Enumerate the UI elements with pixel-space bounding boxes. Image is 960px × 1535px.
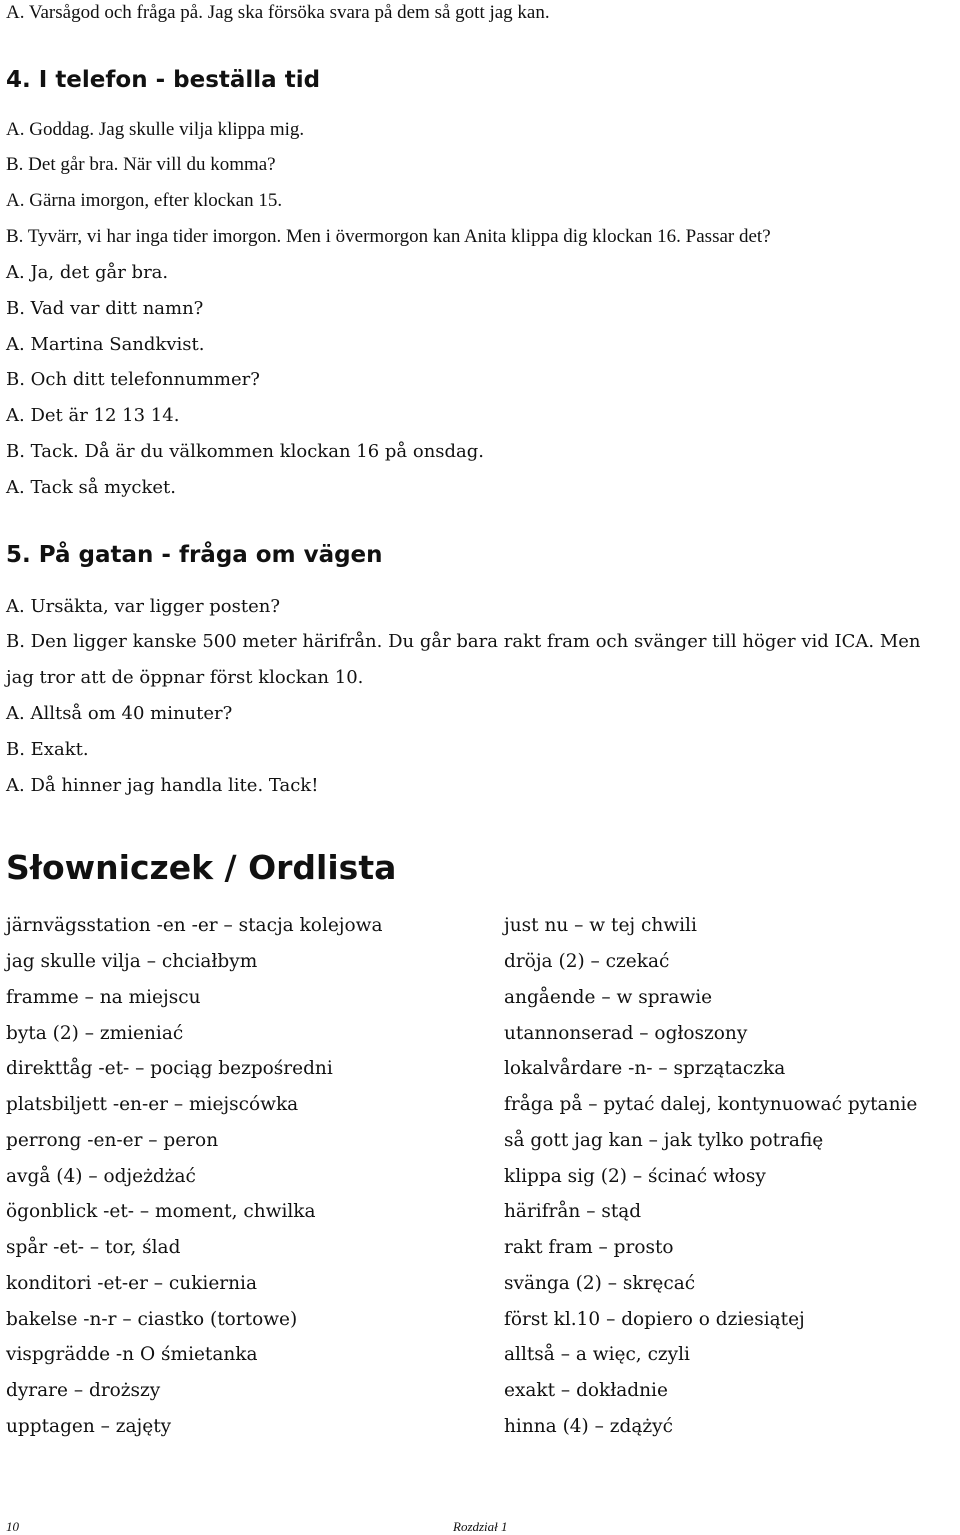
glossary-entry: konditori -et-er – cukiernia <box>6 1273 257 1294</box>
glossary-entry: först kl.10 – dopiero o dziesiątej <box>504 1309 805 1330</box>
dialogue-line: B. Och ditt telefonnummer? <box>6 369 260 390</box>
glossary-entry: exakt – dokładnie <box>504 1380 668 1401</box>
dialogue-line: A. Alltså om 40 minuter? <box>6 703 233 724</box>
glossary-entry: utannonserad – ogłoszony <box>504 1023 748 1044</box>
glossary-entry: alltså – a więc, czyli <box>504 1344 690 1365</box>
glossary-entry: lokalvårdare -n- – sprzątaczka <box>504 1058 786 1079</box>
glossary-entry: svänga (2) – skręcać <box>504 1273 696 1294</box>
glossary-entry: jag skulle vilja – chciałbym <box>6 951 258 972</box>
dialogue-line: A. Goddag. Jag skulle vilja klippa mig. <box>6 119 305 140</box>
glossary-entry: härifrån – stąd <box>504 1201 642 1222</box>
glossary-entry: dyrare – droższy <box>6 1380 161 1401</box>
dialogue-line: A. Då hinner jag handla lite. Tack! <box>6 775 319 796</box>
dialogue-line: A. Ursäkta, var ligger posten? <box>6 596 280 617</box>
glossary-entry: rakt fram – prosto <box>504 1237 674 1258</box>
page-number: 10 <box>6 1519 19 1534</box>
glossary-entry: avgå (4) – odjeżdżać <box>6 1166 196 1187</box>
glossary-entry: hinna (4) – zdążyć <box>504 1416 673 1437</box>
glossary-title: Słowniczek / Ordlista <box>6 848 397 887</box>
glossary-entry: fråga på – pytać dalej, kontynuować pytanie <box>504 1094 918 1115</box>
glossary-entry: vispgrädde -n O śmietanka <box>6 1344 258 1365</box>
dialogue-line: B. Tyvärr, vi har inga tider imorgon. Men i övermorgon kan Anita klippa dig klockan 16. Passar det? <box>6 226 771 247</box>
section-4-title: 4. I telefon - beställa tid <box>6 67 321 93</box>
dialogue-line: A. Det är 12 13 14. <box>6 405 180 426</box>
glossary-entry: spår -et- – tor, ślad <box>6 1237 181 1258</box>
dialogue-line: A. Martina Sandkvist. <box>6 334 205 355</box>
intro-line: A. Varsågod och fråga på. Jag ska försöka svara på dem så gott jag kan. <box>6 2 550 23</box>
glossary-entry: platsbiljett -en-er – miejscówka <box>6 1094 299 1115</box>
dialogue-line: B. Den ligger kanske 500 meter härifrån. Du går bara rakt fram och svänger till höger vid ICA. Men jag tror att de öppnar först klockan 10. <box>6 631 921 688</box>
glossary-entry: direkttåg -et- – pociąg bezpośredni <box>6 1058 333 1079</box>
glossary-entry: klippa sig (2) – ścinać włosy <box>504 1166 766 1187</box>
glossary-entry: upptagen – zajęty <box>6 1416 172 1437</box>
dialogue-line: A. Gärna imorgon, efter klockan 15. <box>6 190 283 211</box>
dialogue-line: A. Tack så mycket. <box>6 477 177 498</box>
glossary-entry: angående – w sprawie <box>504 987 713 1008</box>
dialogue-line: A. Ja, det går bra. <box>6 262 169 283</box>
chapter-label: Rozdział 1 <box>453 1519 508 1534</box>
glossary-entry: perrong -en-er – peron <box>6 1130 219 1151</box>
glossary-entry: byta (2) – zmieniać <box>6 1023 184 1044</box>
glossary-entry: järnvägsstation -en -er – stacja kolejowa <box>6 915 383 936</box>
glossary-entry: så gott jag kan – jak tylko potrafię <box>504 1130 824 1151</box>
dialogue-line: B. Vad var ditt namn? <box>6 298 204 319</box>
dialogue-line: B. Tack. Då är du välkommen klockan 16 på onsdag. <box>6 441 485 462</box>
dialogue-line: B. Det går bra. När vill du komma? <box>6 154 276 175</box>
glossary-entry: bakelse -n-r – ciastko (tortowe) <box>6 1309 298 1330</box>
glossary-entry: just nu – w tej chwili <box>504 915 697 936</box>
glossary-entry: ögonblick -et- – moment, chwilka <box>6 1201 316 1222</box>
section-5-title: 5. På gatan - fråga om vägen <box>6 542 383 568</box>
glossary-entry: framme – na miejscu <box>6 987 201 1008</box>
glossary-entry: dröja (2) – czekać <box>504 951 670 972</box>
dialogue-line: B. Exakt. <box>6 739 89 760</box>
